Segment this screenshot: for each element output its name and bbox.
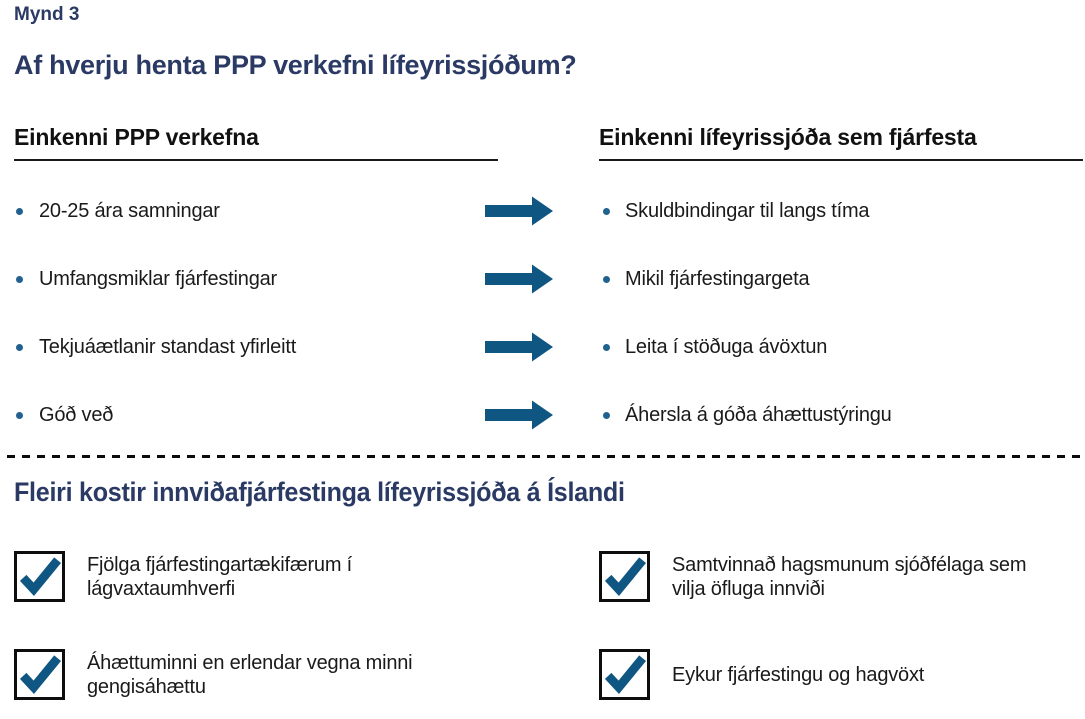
ppp-feature-item <box>14 336 454 359</box>
ppp-feature-item <box>14 268 454 291</box>
figure-label: Mynd 3 <box>14 4 80 25</box>
pension-feature-item <box>599 268 1083 291</box>
ppp-feature-item <box>14 404 454 427</box>
checked-checkbox-icon <box>14 649 65 700</box>
pension-feature-label: Leita í stöðuga ávöxtun <box>625 335 828 358</box>
benefit-item <box>599 551 1083 602</box>
page-title: Af hverju henta PPP verkefni lífeyrissjóðum? <box>14 50 577 80</box>
checked-checkbox-icon <box>14 551 65 602</box>
pension-feature-label: Skuldbindingar til langs tíma <box>625 199 870 222</box>
bullet-icon <box>16 344 23 351</box>
benefit-item <box>14 649 599 700</box>
arrow-right-icon <box>454 264 599 294</box>
bullet-icon <box>16 208 23 215</box>
arrow-right-icon <box>454 196 599 226</box>
comparison-row <box>14 313 1083 381</box>
comparison-row <box>14 381 1083 449</box>
benefit-item <box>599 649 1083 700</box>
comparison-row <box>14 245 1083 313</box>
ppp-feature-label: Góð veð <box>39 403 114 426</box>
benefit-label: Eykur fjárfestingu og hagvöxt <box>672 663 925 686</box>
benefit-item <box>14 551 599 602</box>
arrow-right-icon <box>454 400 599 430</box>
bullet-icon <box>603 412 610 419</box>
bullet-icon <box>603 276 610 283</box>
ppp-feature-item <box>14 200 454 223</box>
pension-feature-item <box>599 404 1083 427</box>
ppp-feature-label: Tekjuáætlanir standast yfirleitt <box>39 335 297 358</box>
dashed-divider <box>7 455 1083 458</box>
benefits-checklist <box>14 551 1083 700</box>
left-column-header: Einkenni PPP verkefna <box>14 124 498 161</box>
pension-feature-label: Áhersla á góða áhættustýringu <box>625 403 892 426</box>
ppp-feature-label: 20-25 ára samningar <box>39 199 220 222</box>
ppp-feature-label: Umfangsmiklar fjárfestingar <box>39 267 278 290</box>
pension-feature-label: Mikil fjárfestingargeta <box>625 267 810 290</box>
pension-feature-item <box>599 336 1083 359</box>
checked-checkbox-icon <box>599 649 650 700</box>
benefit-label: Fjölga fjárfestingartækifærum í lágvaxtaumhverfi <box>87 553 353 600</box>
checked-checkbox-icon <box>599 551 650 602</box>
benefit-label: Samtvinnað hagsmunum sjóðfélaga sem vilja öfluga innviði <box>672 553 1027 600</box>
bullet-icon <box>603 208 610 215</box>
bullet-icon <box>16 412 23 419</box>
pension-feature-item <box>599 200 1083 223</box>
benefit-label: Áhættuminni en erlendar vegna minni gengisáhættu <box>87 651 413 698</box>
comparison-rows <box>14 177 1083 449</box>
arrow-right-icon <box>454 332 599 362</box>
bullet-icon <box>16 276 23 283</box>
comparison-row <box>14 177 1083 245</box>
right-column-header: Einkenni lífeyrissjóða sem fjárfesta <box>599 124 1083 161</box>
bullet-icon <box>603 344 610 351</box>
benefits-heading: Fleiri kostir innviðafjárfestinga lífeyrissjóða á Íslandi <box>14 477 625 507</box>
